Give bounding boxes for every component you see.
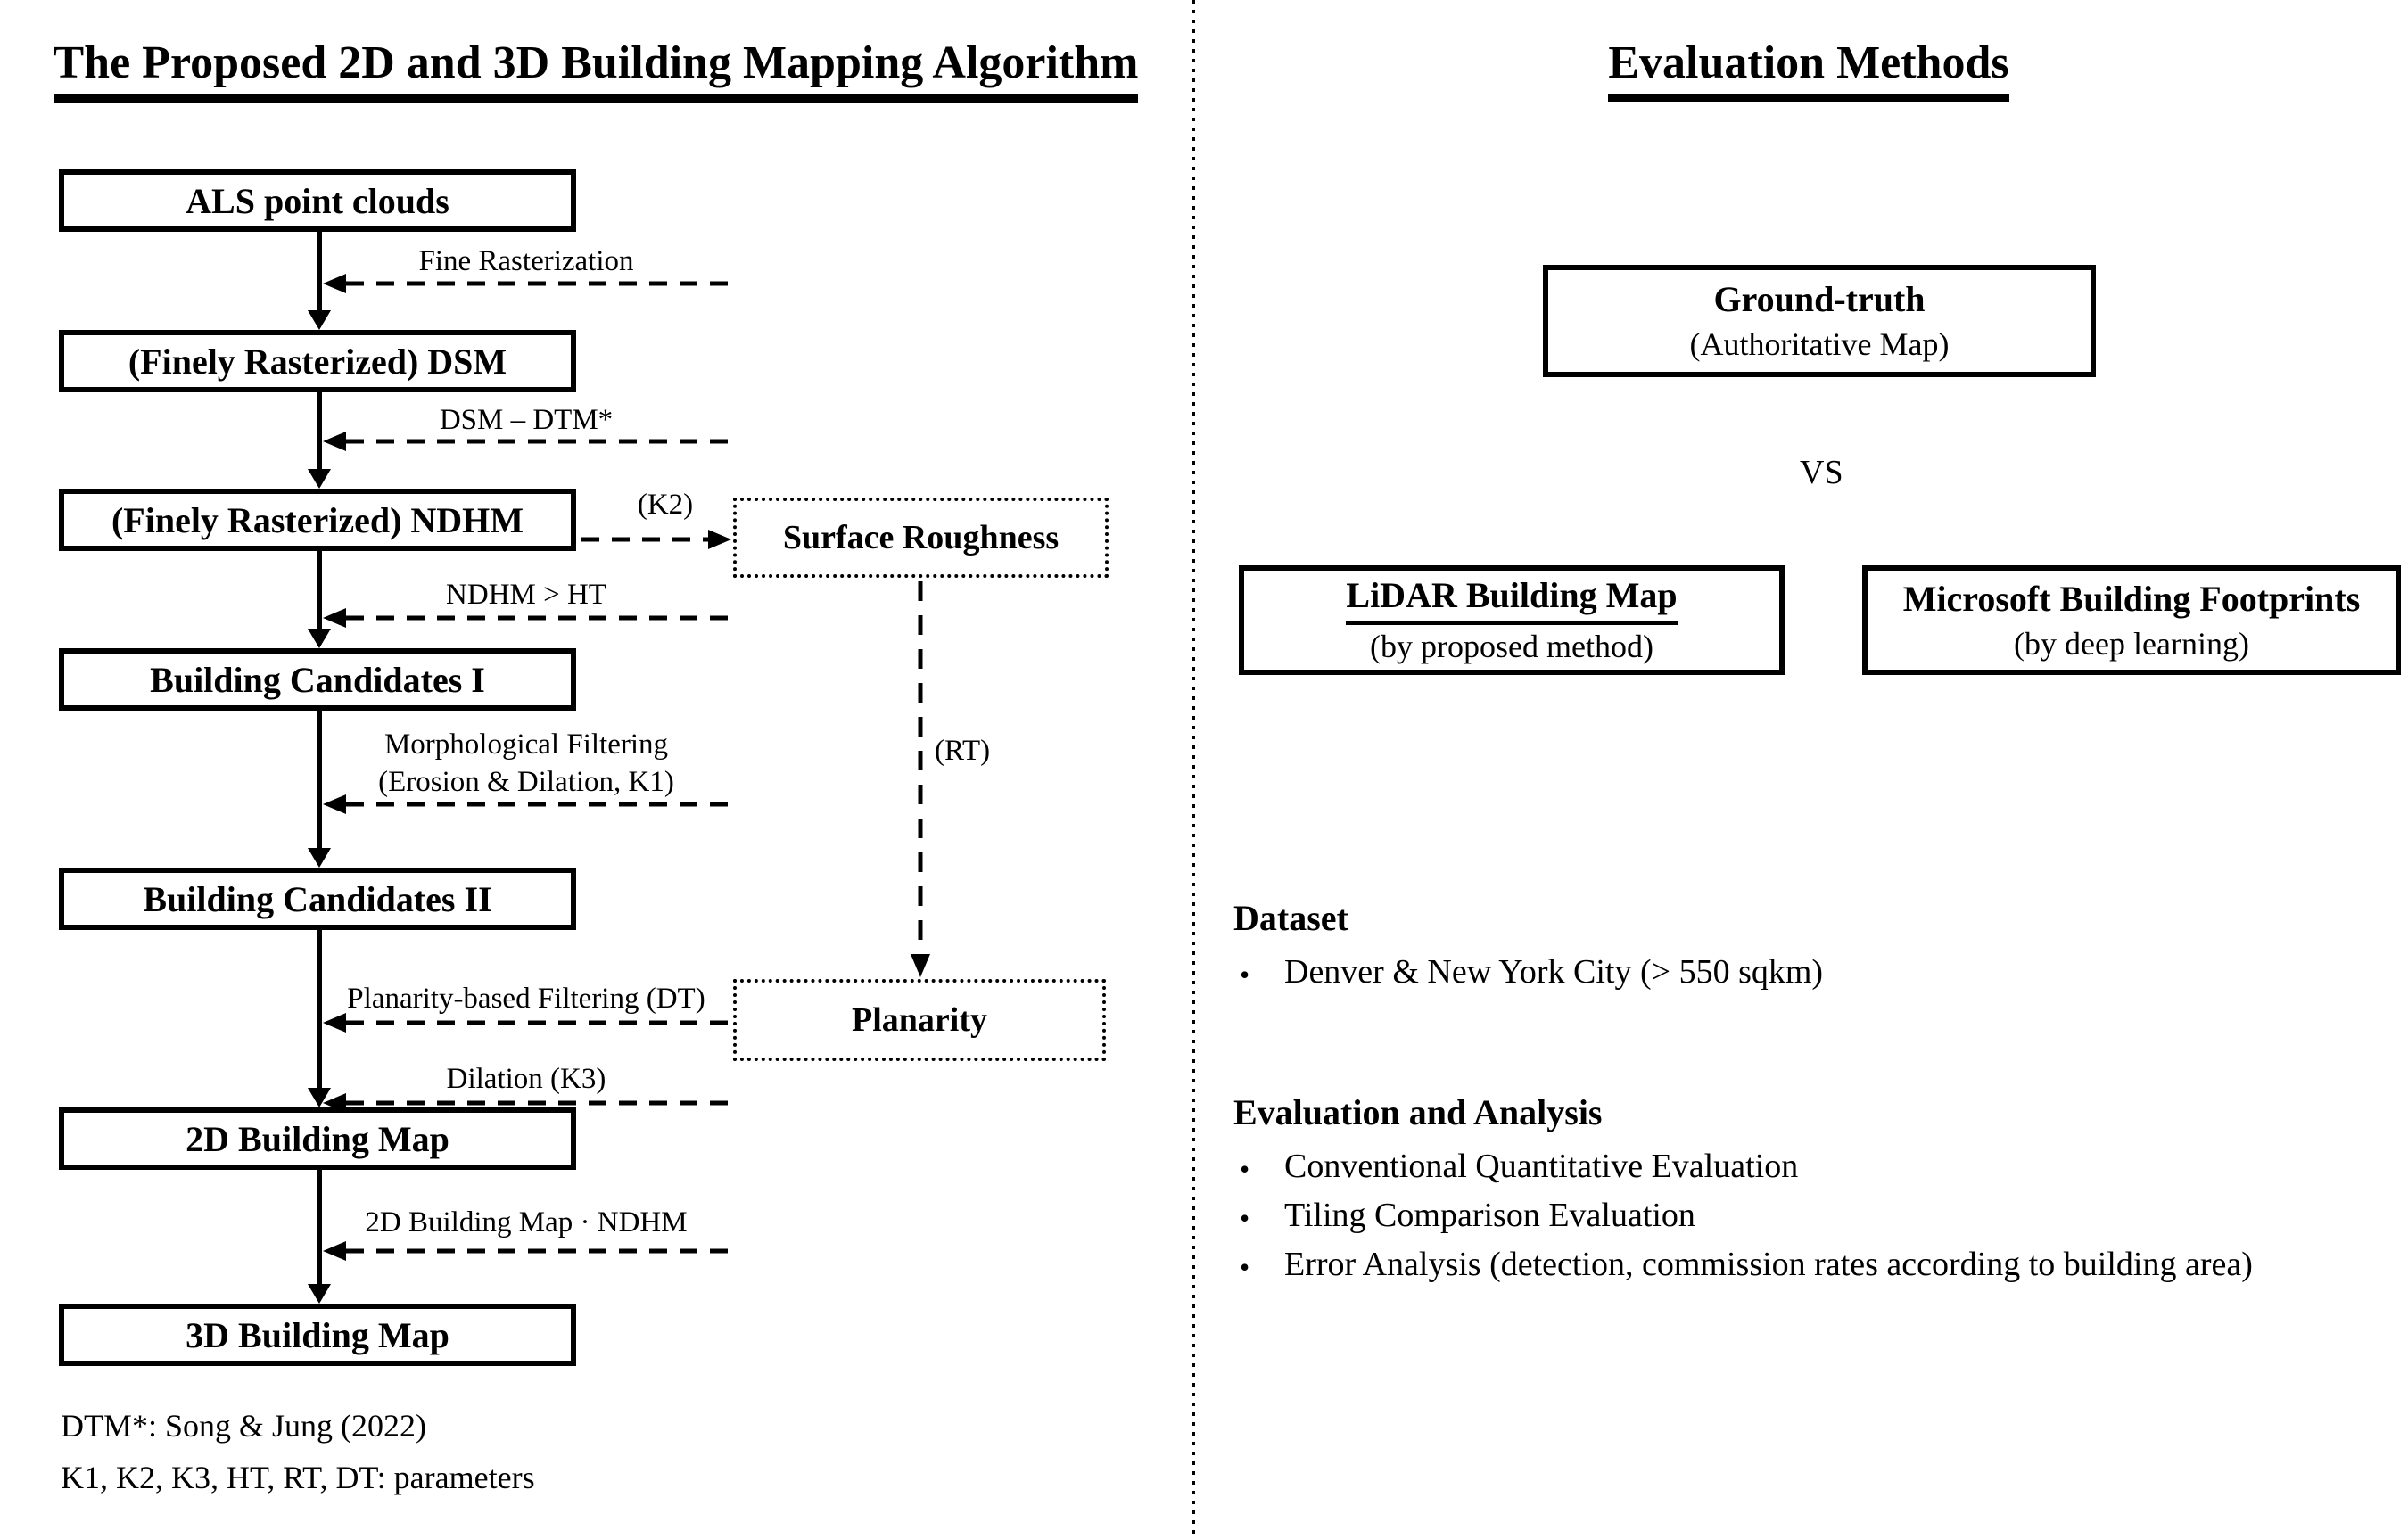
edge-label-morphological-line1: Morphological Filtering bbox=[383, 728, 669, 761]
ground-truth-subtitle: (Authoritative Map) bbox=[1689, 326, 1950, 362]
flow-box-building-candidates-1: Building Candidates I bbox=[59, 648, 576, 711]
evaluation-bullet-error-analysis bbox=[1240, 1245, 2253, 1284]
edge-label-planarity-filtering: Planarity-based Filtering (DT) bbox=[347, 983, 705, 1015]
edge-label-ndhm-gt-ht: NDHM > HT bbox=[446, 579, 606, 611]
dashed-arrow-rt-to-planarity bbox=[911, 581, 930, 977]
evaluation-bullet-conventional bbox=[1240, 1147, 1798, 1186]
flow-box-finely-rasterized-ndhm: (Finely Rasterized) NDHM bbox=[59, 489, 576, 551]
footnote-dtm-reference: DTM*: Song & Jung (2022) bbox=[61, 1408, 427, 1444]
lidar-building-map-subtitle: (by proposed method) bbox=[1370, 629, 1653, 664]
evaluation-bullet-text-2: Tiling Comparison Evaluation bbox=[1284, 1197, 1695, 1234]
side-box-planarity: Planarity bbox=[733, 979, 1106, 1061]
edge-label-morphological-line2: (Erosion & Dilation, K1) bbox=[378, 766, 674, 798]
evaluation-bullet-text-1: Conventional Quantitative Evaluation bbox=[1284, 1148, 1799, 1185]
edge-label-k2: (K2) bbox=[637, 489, 694, 521]
flow-box-2d-building-map: 2D Building Map bbox=[59, 1107, 576, 1170]
microsoft-footprints-title: Microsoft Building Footprints bbox=[1902, 578, 2361, 619]
vs-label: VS bbox=[1800, 454, 1843, 491]
flow-box-3d-building-map: 3D Building Map bbox=[59, 1304, 576, 1366]
bullet-icon: • bbox=[1240, 958, 1250, 991]
lidar-building-map-box bbox=[1239, 565, 1785, 675]
right-panel-title: Evaluation Methods bbox=[1608, 39, 2008, 102]
left-title-wrap bbox=[0, 39, 1192, 103]
edge-label-rt: (RT) bbox=[935, 735, 991, 767]
dataset-bullet-denver-nyc bbox=[1240, 952, 1823, 992]
lidar-building-map-title-text: LiDAR Building Map bbox=[1346, 572, 1677, 625]
dashed-arrow-2dmap-dot-ndhm bbox=[323, 1241, 740, 1261]
dataset-heading: Dataset bbox=[1233, 898, 1348, 938]
bullet-icon: • bbox=[1240, 1152, 1250, 1185]
dataset-bullet-text: Denver & New York City (> 550 sqkm) bbox=[1284, 953, 1824, 991]
microsoft-footprints-box bbox=[1862, 565, 2401, 675]
footnote-parameters: K1, K2, K3, HT, RT, DT: parameters bbox=[61, 1460, 535, 1495]
right-title-wrap bbox=[1209, 39, 2408, 102]
bullet-icon: • bbox=[1240, 1250, 1250, 1283]
evaluation-bullet-tiling bbox=[1240, 1196, 1695, 1235]
ground-truth-title: Ground-truth bbox=[1713, 279, 1926, 319]
flow-box-finely-rasterized-dsm: (Finely Rasterized) DSM bbox=[59, 330, 576, 392]
evaluation-heading: Evaluation and Analysis bbox=[1233, 1092, 1603, 1132]
side-box-surface-roughness: Surface Roughness bbox=[733, 498, 1109, 578]
edge-label-morphological-filtering bbox=[303, 726, 749, 801]
edge-label-fine-rasterization: Fine Rasterization bbox=[418, 245, 634, 277]
flow-box-als-point-clouds: ALS point clouds bbox=[59, 169, 576, 232]
edge-label-2dmap-dot-ndhm: 2D Building Map · NDHM bbox=[365, 1206, 688, 1239]
ground-truth-box bbox=[1543, 265, 2096, 377]
edge-label-dsm-minus-dtm: DSM – DTM* bbox=[439, 404, 614, 436]
lidar-building-map-title bbox=[1346, 572, 1677, 625]
left-panel-title: The Proposed 2D and 3D Building Mapping Algorithm bbox=[54, 39, 1139, 103]
bullet-icon: • bbox=[1240, 1201, 1250, 1234]
microsoft-footprints-subtitle: (by deep learning) bbox=[2014, 625, 2249, 662]
evaluation-bullet-text-3: Error Analysis (detection, commission rates according to building area) bbox=[1284, 1246, 2253, 1283]
dashed-arrow-k2-to-surface-roughness bbox=[581, 530, 731, 549]
flow-box-building-candidates-2: Building Candidates II bbox=[59, 868, 576, 930]
edge-label-dilation-k3: Dilation (K3) bbox=[446, 1063, 606, 1095]
